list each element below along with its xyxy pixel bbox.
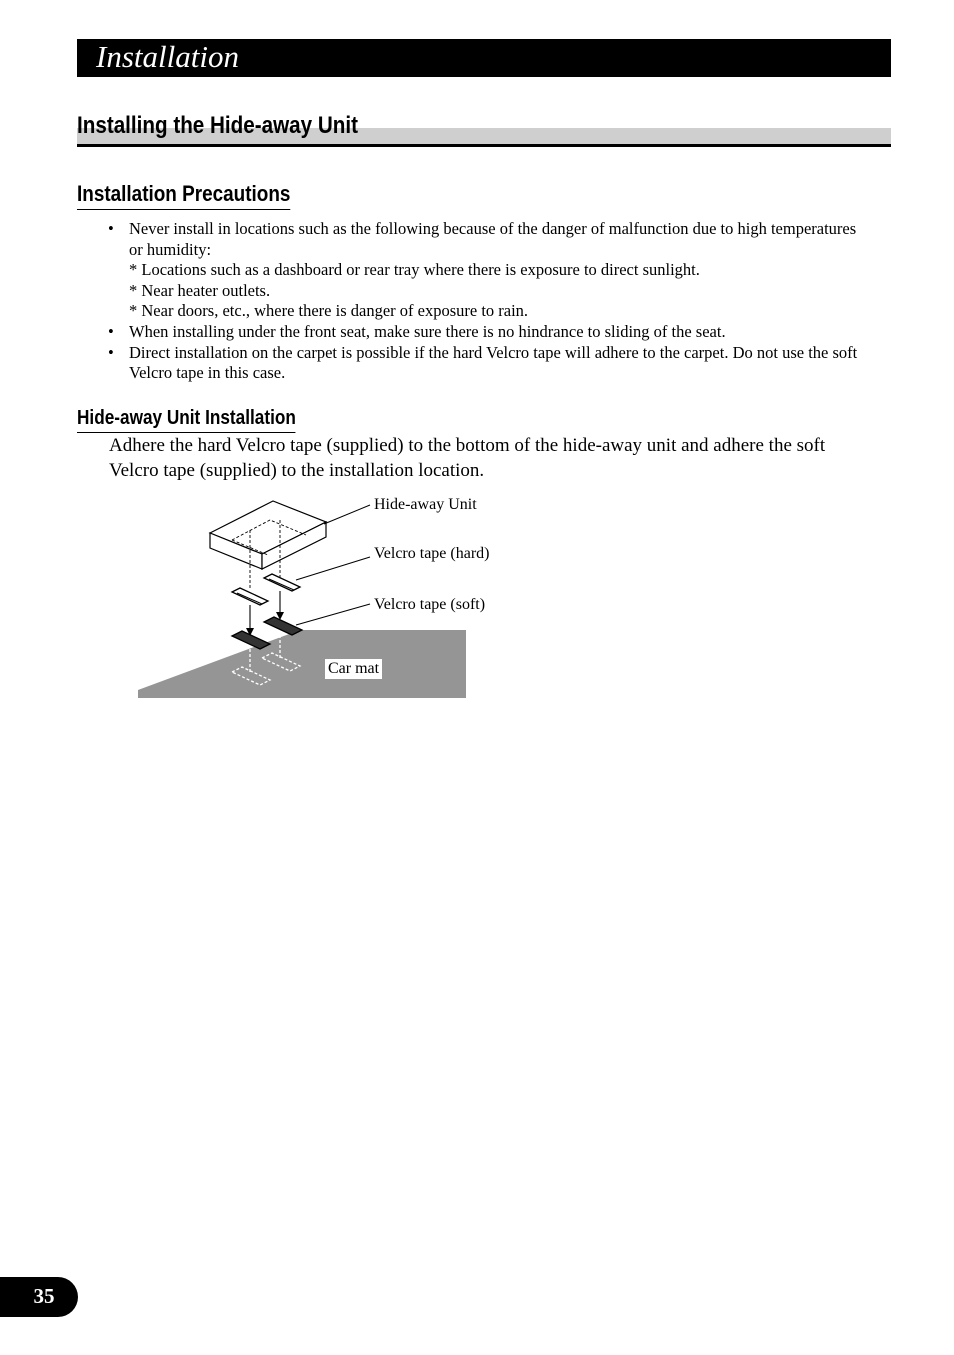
page-number: 35 <box>33 1284 55 1308</box>
label-car-mat: Car mat <box>325 659 382 679</box>
section-title-rule <box>77 144 891 147</box>
sub-item: * Locations such as a dashboard or rear tray where there is exposure to direct sunlight. <box>129 260 700 280</box>
bullet-text: Direct installation on the carpet is possible if the hard Velcro tape will adhere to the carpet. Do not use the soft Velcro tape in this case. <box>129 342 858 383</box>
sub-item: * Near heater outlets. <box>129 280 271 300</box>
velcro-hard-right <box>264 574 300 591</box>
section-title-bar <box>77 110 891 147</box>
label-velcro-soft: Velcro tape (soft) <box>374 596 486 613</box>
installation-body: Adhere the hard Velcro tape (supplied) to the bottom of the hide-away unit and adhere the soft Velcro tape (supplied) to the installation location. <box>109 435 826 481</box>
bullet-icon: • <box>108 321 114 341</box>
label-hide-away-unit: Hide-away Unit <box>374 496 477 513</box>
header-title: Installation <box>96 39 239 74</box>
list-item <box>108 343 868 384</box>
velcro-hard-left <box>232 588 268 605</box>
bullet-text: Never install in locations such as the following because of the danger of malfunction due to high temperatures or humidity: <box>129 219 857 259</box>
installation-heading: Hide-away Unit Installation <box>77 405 296 433</box>
bullet-icon: • <box>108 342 114 362</box>
bullet-text: When installing under the front seat, make sure there is no hindrance to sliding of the seat. <box>129 321 726 341</box>
header-bar <box>77 39 891 77</box>
sub-item: * Near doors, etc., where there is danger of exposure to rain. <box>129 301 529 321</box>
section-title: Installing the Hide-away Unit <box>77 112 358 139</box>
velcro-soft-right <box>264 617 302 635</box>
precautions-heading: Installation Precautions <box>77 180 290 210</box>
list-item <box>108 219 868 322</box>
list-item <box>108 322 868 343</box>
bullet-icon: • <box>108 219 114 238</box>
precautions-list <box>108 219 868 384</box>
car-mat-shape <box>138 630 466 698</box>
page-number-tab <box>0 1277 78 1317</box>
label-velcro-hard: Velcro tape (hard) <box>374 545 490 562</box>
